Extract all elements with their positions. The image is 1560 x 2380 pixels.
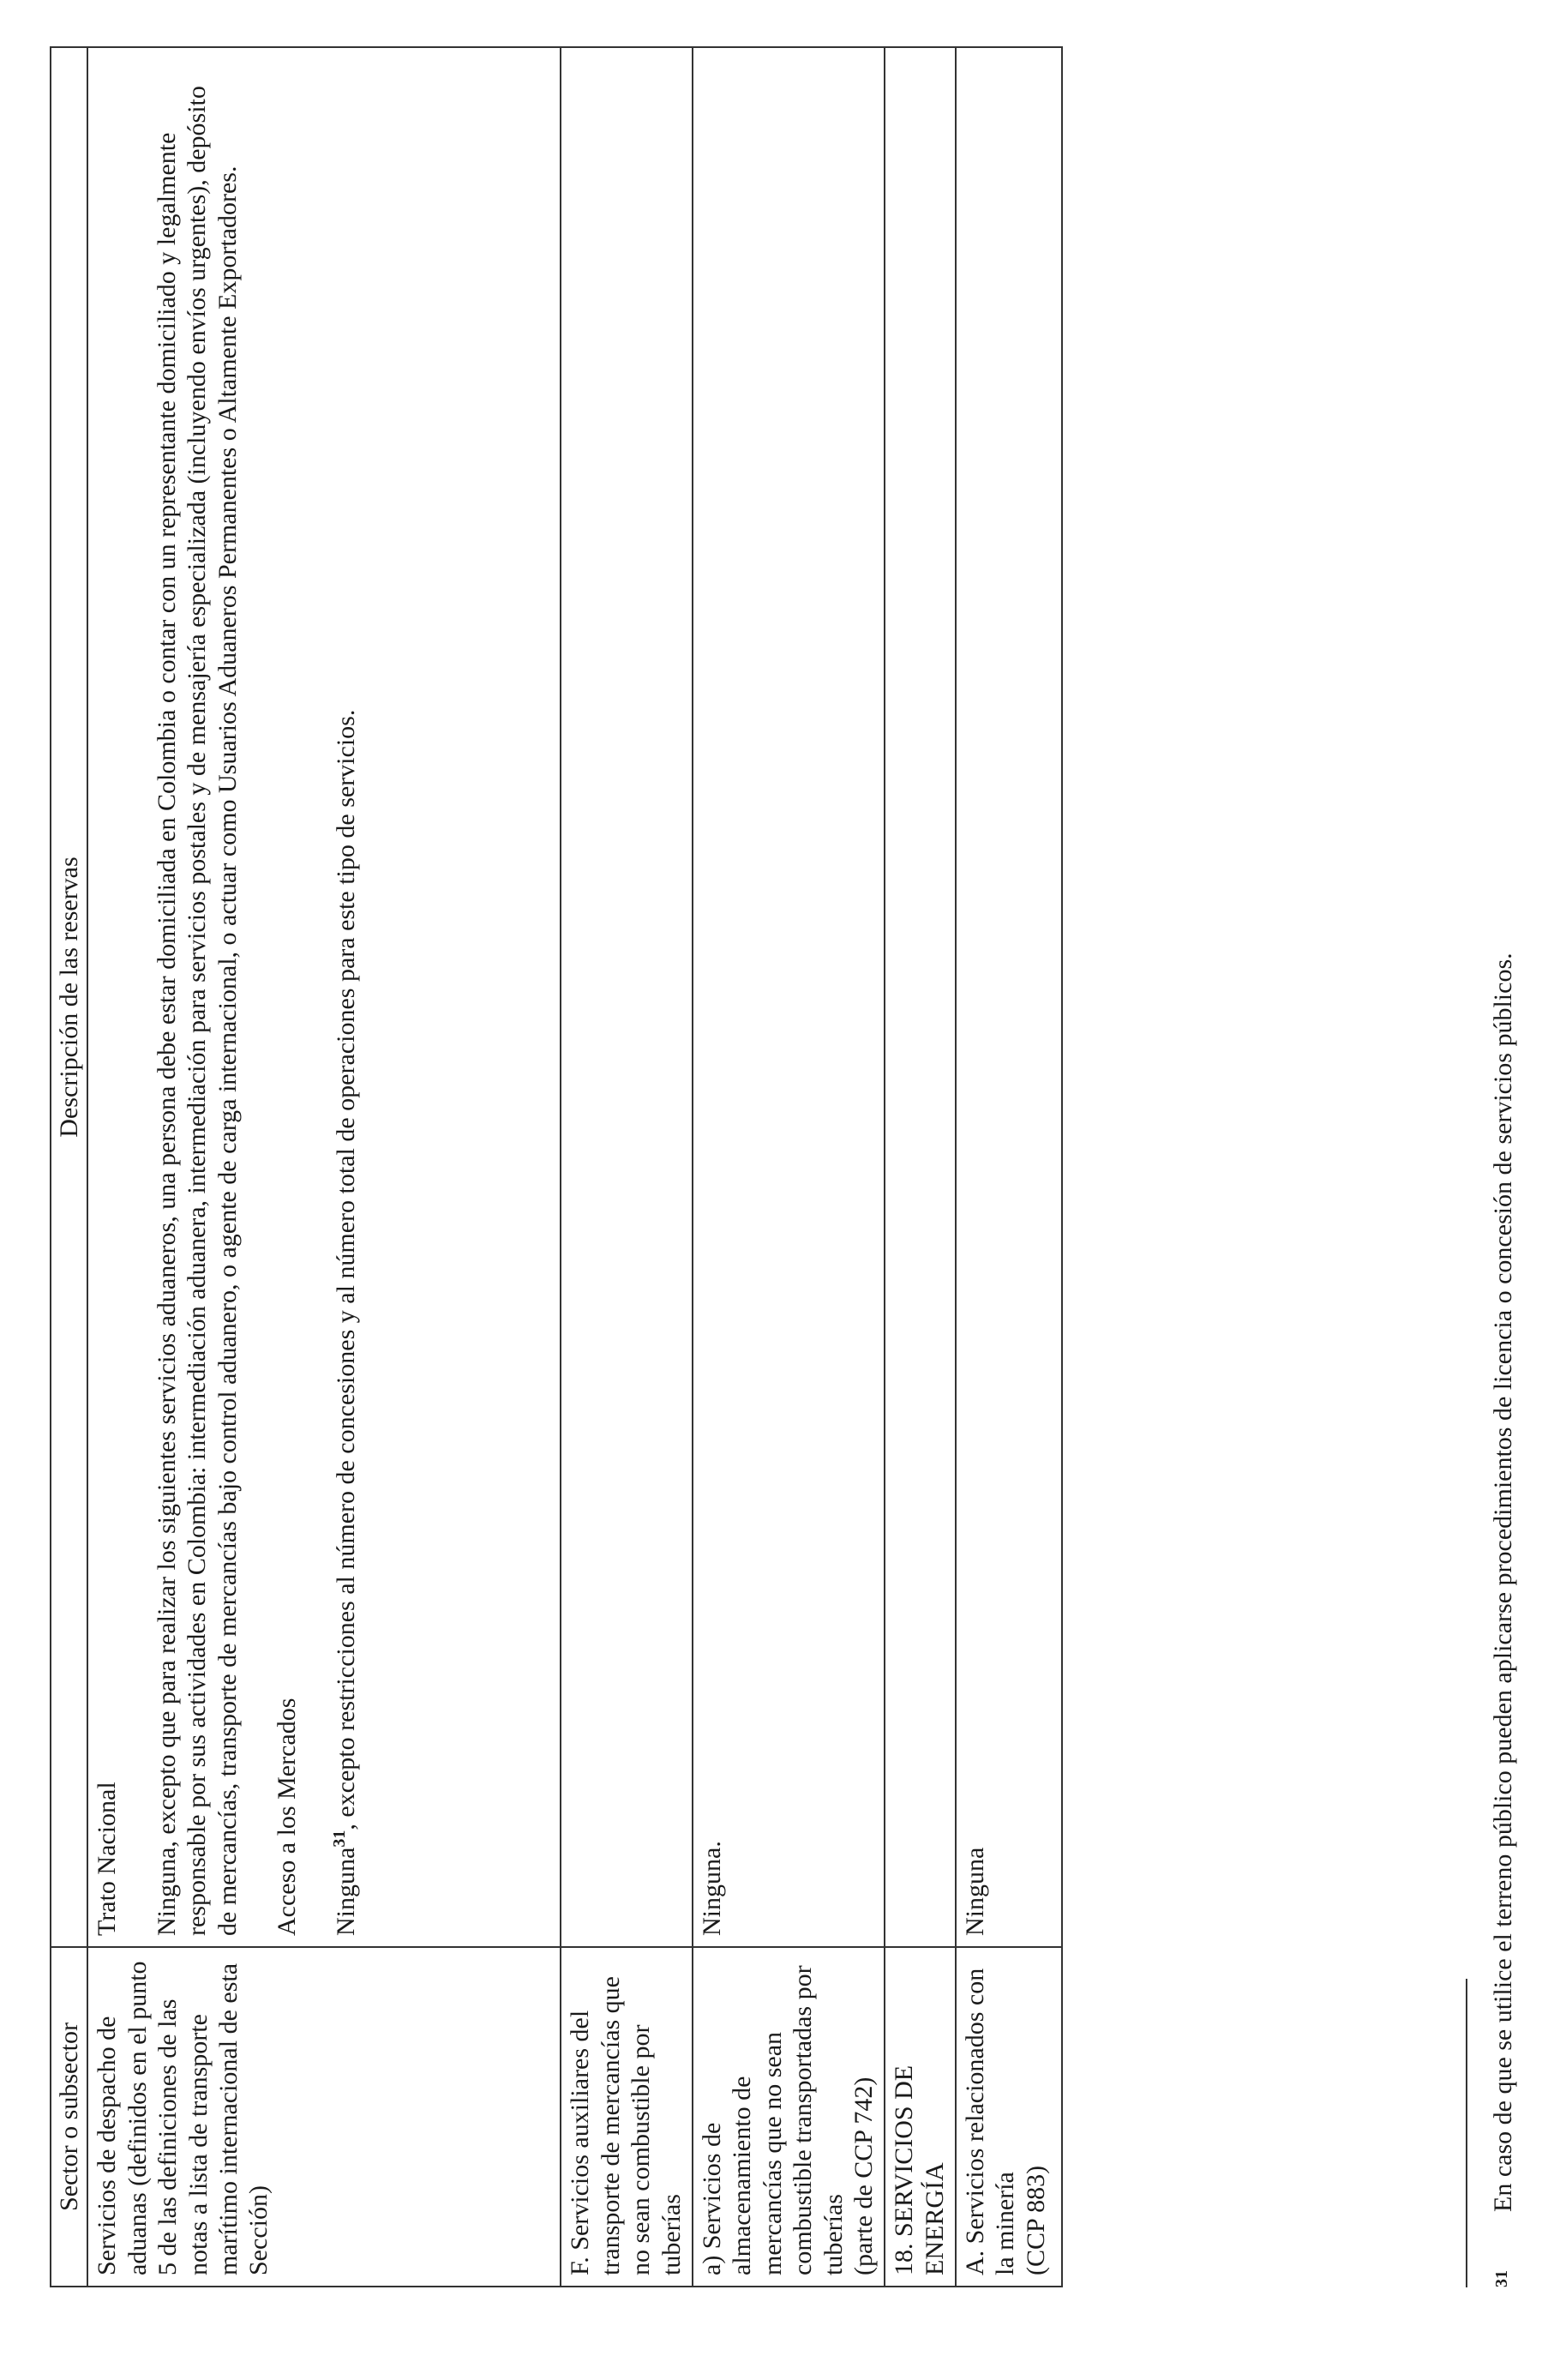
- description-cell: [561, 47, 693, 1947]
- heading-market-access: Acceso a los Mercados: [272, 1698, 301, 1936]
- footnote-ref[interactable]: 31: [330, 1830, 350, 1848]
- table-row: [87, 47, 561, 2287]
- table-row: [956, 47, 1062, 2287]
- description-cell: [885, 47, 956, 1947]
- table-row: [693, 47, 885, 2287]
- market-access-prefix: Ninguna: [332, 1847, 361, 1936]
- description-cell: [87, 47, 561, 1947]
- header-sector: Sector o subsector: [51, 1947, 87, 2287]
- sector-cell: [956, 1947, 1062, 2287]
- sector-cell: Servicios de despacho de aduanas (definidos en el punto 5 de las definiciones de las notas a lista de transporte marítimo internacional de esta Sección): [87, 1947, 561, 2287]
- reservations-table: [50, 46, 1063, 2287]
- header-description: Descripción de las reservas: [51, 47, 87, 1947]
- market-access-rest: , excepto restricciones al número de concesiones y al número total de operaciones para este tipo de servicios.: [332, 709, 361, 1830]
- footnote: [1488, 58, 1519, 2287]
- footnote-number: 31: [1492, 2270, 1511, 2287]
- sector-code: (parte de CCP 742): [849, 2076, 878, 2275]
- sector-cell: F. Servicios auxiliares del transporte de mercancías que no sean combustible por tuberías: [561, 1947, 693, 2287]
- sector-line: a) Servicios de almacenamiento de mercancías que no sean combustible transportadas por tuberías: [697, 1965, 848, 2275]
- table-row: [561, 47, 693, 2287]
- heading-national-treatment: Trato Nacional: [93, 1782, 122, 1936]
- sector-line: A. Servicios relacionados con la minería: [961, 1968, 1020, 2275]
- market-access-text: [331, 58, 361, 1936]
- description-cell: Ninguna.: [693, 47, 885, 1947]
- footnote-separator: [1466, 1979, 1467, 2287]
- sector-cell: 18. SERVICIOS DE ENERGÍA: [885, 1947, 956, 2287]
- footnote-text: En caso de que se utilice el terreno público pueden aplicarse procedimientos de licencia o concesión de servicios públicos.: [1489, 953, 1517, 2212]
- sector-code: (CCP 883): [1021, 2165, 1050, 2275]
- sector-cell: [693, 1947, 885, 2287]
- table-header-row: [51, 47, 87, 2287]
- table-row: [885, 47, 956, 2287]
- description-cell: Ninguna: [956, 47, 1062, 1947]
- national-treatment-text: Ninguna, excepto que para realizar los siguientes servicios aduaneros, una persona debe estar domiciliada en Colombia o contar con un representante domiciliado y legalmente responsable por sus actividades en Colombia: intermediación aduanera, intermediación para servicios postales y de mensajería especializada (incluyendo envíos urgentes), depósito de mercancías, transporte de mercancías bajo control aduanero, o agente de carga internacional, o actuar como Usuarios Aduaneros Permanentes o Altamente Exportadores.: [152, 86, 242, 1936]
